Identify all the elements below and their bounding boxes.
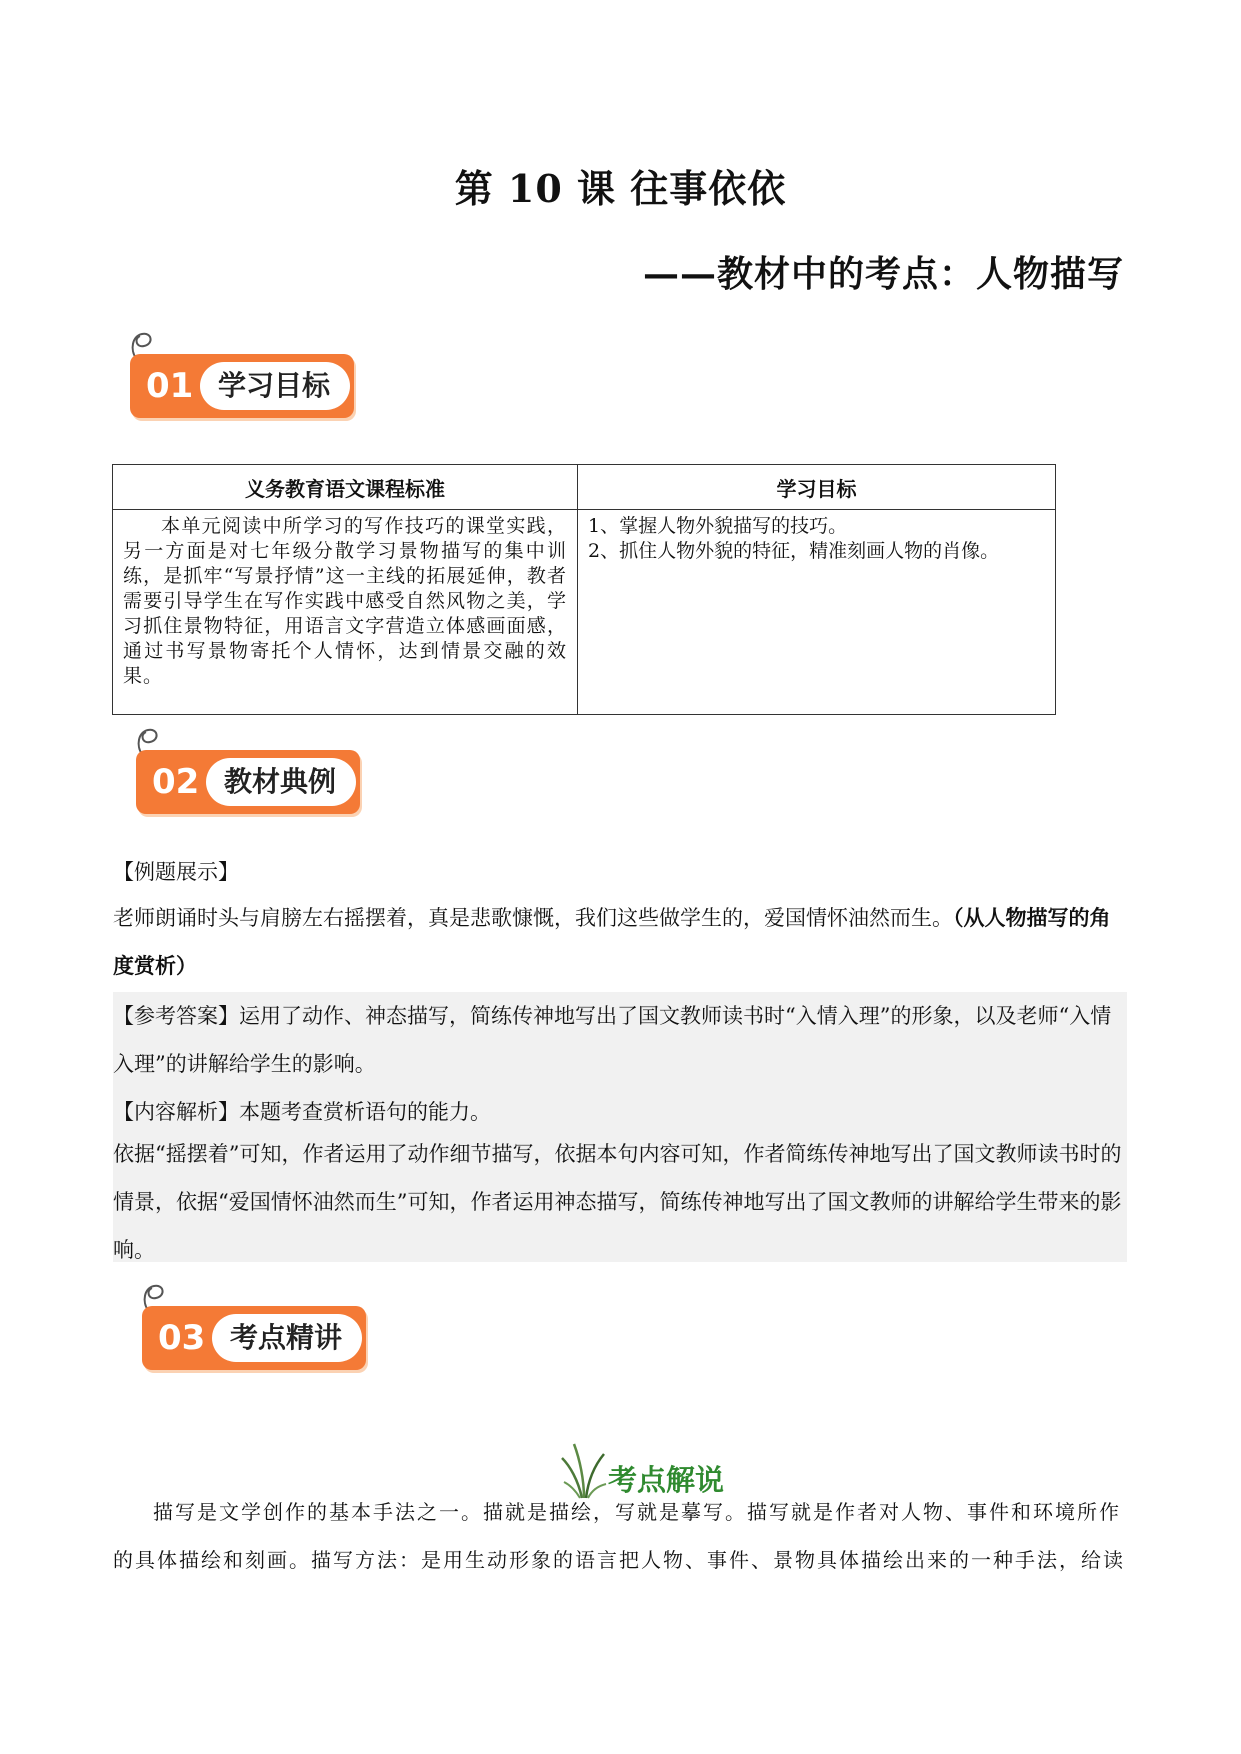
standard-text: 本单元阅读中所学习的写作技巧的课堂实践，另一方面是对七年级分散学习景物描写的集中训练，是抓牢“写景抒情”这一主线的拓展延伸，教者需要引导学生在写作实践中感受自然风物之美，学习抓住景物特征，用语言文字营造立体感画面感，通过书写景物寄托个人情怀，达到情景交融的效果。 — [113, 510, 578, 715]
analysis-paragraph — [113, 1088, 1127, 1136]
table-header-standard: 义务教育语文课程标准 — [113, 465, 578, 510]
section-badge-key-points — [130, 1280, 390, 1370]
section-number: 01 — [146, 366, 194, 406]
goals-cell — [578, 510, 1056, 715]
section-badge-examples — [124, 724, 384, 814]
table-header-goals: 学习目标 — [578, 465, 1056, 510]
example-heading: 【例题展示】 — [113, 860, 239, 884]
analysis-detail: 依据“摇摆着”可知，作者运用了动作细节描写，依据本句内容可知，作者简练传神地写出了国文教师读书时的情景，依据“爱国情怀油然而生”可知，作者运用神态描写，简练传神地写出了国文教师的讲解给学生带来的影响。 — [113, 1142, 1122, 1262]
lesson-subtitle: ——教材中的考点：人物描写 — [642, 253, 1124, 295]
kaodian-text: 描写是文学创作的基本手法之一。描就是描绘，写就是摹写。描写就是作者对人物、事件和环境所作的具体描绘和刻画。描写方法：是用生动形象的语言把人物、事件、景物具体描绘出来的一种手法，给读 — [113, 1500, 1125, 1572]
example-prompt: （从人物描写的角度赏析） — [113, 905, 1111, 978]
goal-item: 2、抓住人物外貌的特征，精准刻画人物的肖像。 — [588, 540, 1000, 562]
answer-label: 【参考答案】 — [113, 1004, 239, 1028]
lesson-title: 第 10 课 往事依依 — [454, 166, 787, 211]
section-badge-objectives — [118, 328, 378, 418]
answer-text: 运用了动作、神态描写，简练传神地写出了国文教师读书时“入情入理”的形象，以及老师“入情入理”的讲解给学生的影响。 — [113, 1004, 1112, 1076]
section-number: 02 — [152, 762, 200, 802]
objectives-table — [112, 464, 1056, 715]
kaodian-title-text: 考点解说 — [608, 1463, 725, 1497]
section-label: 教材典例 — [206, 758, 356, 806]
goal-item: 1、掌握人物外貌描写的技巧。 — [588, 515, 848, 537]
analysis-text: 本题考查赏析语句的能力。 — [239, 1100, 491, 1124]
answer-paragraph — [113, 992, 1127, 1088]
section-label: 学习目标 — [200, 362, 350, 410]
analysis-label: 【内容解析】 — [113, 1100, 239, 1124]
section-label: 考点精讲 — [212, 1314, 362, 1362]
example-sentence: 老师朗诵时头与肩膀左右摇摆着，真是悲歌慷慨，我们这些做学生的，爱国情怀油然而生。 — [113, 906, 953, 930]
example-question — [113, 894, 1127, 990]
section-number: 03 — [158, 1318, 206, 1358]
